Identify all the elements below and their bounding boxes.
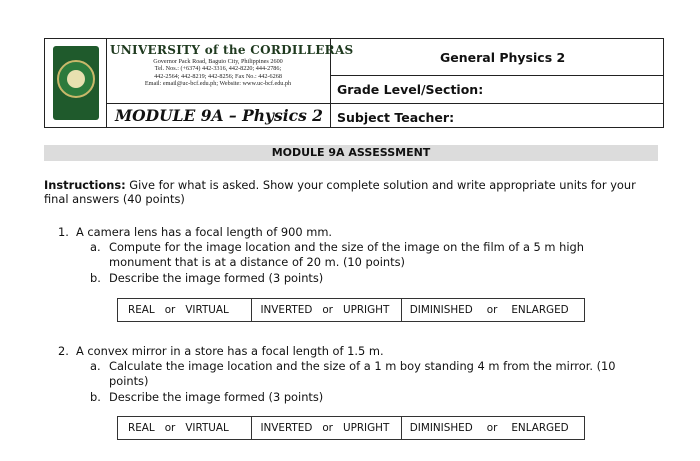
image-description-choices-2 <box>117 416 585 440</box>
address-line: Email: email@uc-bcf.edu.ph; Website: www.uc-bcf.edu.ph <box>144 80 292 88</box>
seal-core <box>67 70 85 88</box>
choice-upright[interactable]: UPRIGHT <box>342 422 390 434</box>
choice-inverted[interactable]: INVERTED <box>260 304 313 316</box>
instructions-text: Give for what is asked. Show your complete solution and write appropriate units for your <box>125 178 636 192</box>
question-1b-letter: b. <box>90 271 101 285</box>
question-1-number: 1. <box>58 225 69 239</box>
question-1a-letter: a. <box>90 240 101 254</box>
choice-diminished[interactable]: DIMINISHED <box>409 304 473 316</box>
address-line: Tel. Nos.: (+6374) 442-3316, 442-8220; 444-2786; <box>154 65 282 73</box>
question-1b-text: Describe the image formed (3 points) <box>109 271 324 285</box>
question-1-text: A camera lens has a focal length of 900 mm. <box>76 225 333 239</box>
university-address <box>108 58 328 88</box>
choice-or: or <box>486 422 498 434</box>
instructions-line-2: final answers (40 points) <box>44 192 185 206</box>
choice-enlarged[interactable]: ENLARGED <box>511 422 569 434</box>
choice-group-inverted-upright <box>251 417 400 439</box>
choice-group-inverted-upright <box>251 299 400 321</box>
choice-virtual[interactable]: VIRTUAL <box>185 422 229 434</box>
choice-group-real-virtual <box>118 417 251 439</box>
instructions-label: Instructions: <box>44 178 126 192</box>
choice-group-diminished-enlarged <box>401 417 584 439</box>
grade-level-label: Grade Level/Section: <box>337 82 484 97</box>
choice-or: or <box>164 422 176 434</box>
question-2a-letter: a. <box>90 359 101 373</box>
header-row-line-2 <box>330 75 664 76</box>
question-2b-letter: b. <box>90 390 101 404</box>
choice-upright[interactable]: UPRIGHT <box>342 304 390 316</box>
question-1a-line-1: Compute for the image location and the size of the image on the film of a 5 m high <box>109 240 584 254</box>
choice-inverted[interactable]: INVERTED <box>260 422 313 434</box>
choice-or: or <box>322 422 333 434</box>
choice-enlarged[interactable]: ENLARGED <box>511 304 569 316</box>
address-line: Governor Pack Road, Baguio City, Philippines 2600 <box>153 58 283 65</box>
image-description-choices-1 <box>117 298 585 322</box>
choice-group-real-virtual <box>118 299 251 321</box>
choice-diminished[interactable]: DIMINISHED <box>409 422 473 434</box>
subject-name: General Physics 2 <box>440 50 566 65</box>
header-divider-logo <box>106 38 107 128</box>
choice-real[interactable]: REAL <box>128 422 155 434</box>
choice-real[interactable]: REAL <box>128 304 155 316</box>
university-name: UNIVERSITY of the CORDILLERAS <box>110 43 354 57</box>
choice-virtual[interactable]: VIRTUAL <box>185 304 229 316</box>
choice-group-diminished-enlarged <box>401 299 584 321</box>
assessment-title: MODULE 9A ASSESSMENT <box>271 146 431 159</box>
question-2-text: A convex mirror in a store has a focal length of 1.5 m. <box>76 344 384 358</box>
address-line: 442-2564; 442-8219; 442-8256; Fax No.: 442-6268 <box>154 72 282 80</box>
choice-or: or <box>322 304 333 316</box>
module-title: MODULE 9A – Physics 2 <box>115 106 323 125</box>
instructions-line-1 <box>44 178 664 192</box>
choice-or: or <box>164 304 176 316</box>
header-row-line-1 <box>106 103 664 104</box>
subject-teacher-label: Subject Teacher: <box>337 110 455 125</box>
question-2a-line-1: Calculate the image location and the size of a 1 m boy standing 4 m from the mirror. (10 <box>109 359 616 373</box>
choice-or: or <box>486 304 498 316</box>
question-2a-line-2: points) <box>109 374 149 388</box>
question-2b-text: Describe the image formed (3 points) <box>109 390 324 404</box>
question-1a-line-2: monument that is at a distance of 20 m. (10 points) <box>109 255 405 269</box>
question-2-number: 2. <box>58 344 69 358</box>
